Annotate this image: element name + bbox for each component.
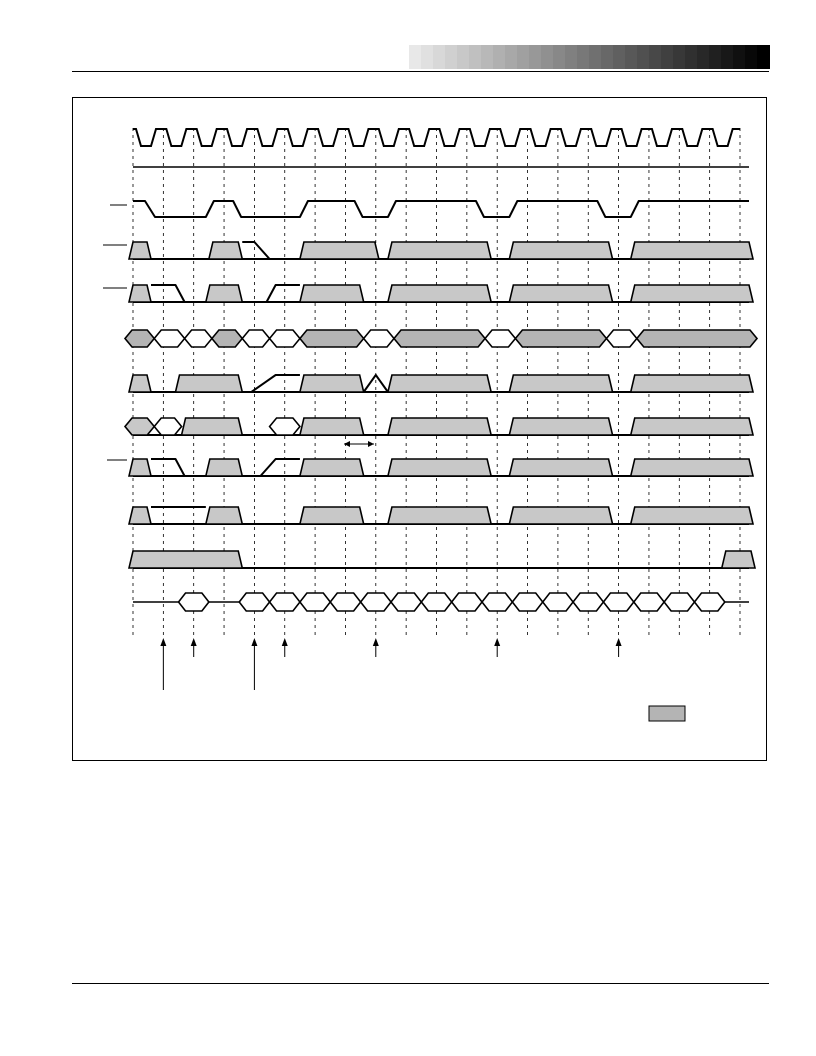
event-marker-arrowhead (282, 638, 288, 646)
signal-row-6-pulse (300, 418, 364, 435)
signal-row-6-pulse (509, 418, 612, 435)
event-marker-arrowhead (373, 638, 379, 646)
bus-cell (270, 418, 300, 435)
bus-cell (300, 593, 330, 611)
signal-row-3-edge (267, 285, 300, 302)
bus-cell (185, 330, 212, 347)
bus-cell (694, 593, 724, 611)
signal-row-6-pulse (182, 418, 243, 435)
signal-row-8-pulse (509, 507, 612, 524)
signal-row-7-pulse (388, 459, 491, 476)
signal-row-7-edge (151, 459, 185, 476)
signal-row-7-pulse (129, 459, 151, 476)
signal-row-2-pulse (300, 242, 379, 259)
bus-cell (125, 418, 154, 435)
signal-row-3-pulse (509, 285, 612, 302)
bus-cell (515, 330, 606, 347)
bus-cell (573, 593, 603, 611)
signal-row-2-pulse (129, 242, 151, 259)
event-marker-arrowhead (494, 638, 500, 646)
bus-cell (270, 593, 300, 611)
signal-row-7-pulse (300, 459, 364, 476)
bus-cell (125, 330, 154, 347)
signal-row-2-pulse (209, 242, 242, 259)
bus-cell (664, 593, 694, 611)
signal-row-5-pulse (388, 375, 491, 392)
bus-cell (485, 330, 515, 347)
signal-row-2-pulse (631, 242, 753, 259)
signal-row-5-pulse (129, 375, 151, 392)
signal-row-8-pulse (388, 507, 491, 524)
signal-row-5-pulse (509, 375, 612, 392)
event-marker-arrowhead (251, 638, 257, 646)
bus-cell (179, 593, 209, 611)
bus-cell (634, 593, 664, 611)
signal-row-5-edge (251, 375, 300, 392)
event-marker-arrowhead (160, 638, 166, 646)
signal-row-2-edge (242, 242, 269, 259)
signal-row-5-pulse (175, 375, 242, 392)
signal-row-3-pulse (206, 285, 242, 302)
signal-waveforms (103, 129, 757, 611)
bus-cell (154, 330, 184, 347)
bus-cell (603, 593, 633, 611)
signal-row-3-edge (151, 285, 185, 302)
bus-cell (242, 330, 269, 347)
signal-row-7-edge (260, 459, 299, 476)
bus-cell (421, 593, 451, 611)
bus-cell (606, 330, 636, 347)
signal-row-7-pulse (509, 459, 612, 476)
bus-cell (391, 593, 421, 611)
bus-cell (239, 593, 269, 611)
bus-cell (512, 593, 542, 611)
signal-row-9-pulse (129, 551, 242, 568)
bus-cell (330, 593, 360, 611)
signal-row-8-pulse (300, 507, 364, 524)
bus-cell (394, 330, 485, 347)
event-marker-arrowhead (616, 638, 622, 646)
signal-row-7-pulse (631, 459, 753, 476)
bus-cell (212, 330, 242, 347)
event-marker-arrowhead (191, 638, 197, 646)
signal-row-3-pulse (631, 285, 753, 302)
signal-row-3-pulse (388, 285, 491, 302)
signal-row-8-pulse (129, 507, 151, 524)
bus-cell (364, 330, 394, 347)
bus-cell (300, 330, 364, 347)
signal-row-3-pulse (300, 285, 364, 302)
signal-row-3-pulse (129, 285, 151, 302)
interval-arrowhead (344, 441, 350, 447)
bus-cell (154, 418, 181, 435)
bus-cell (543, 593, 573, 611)
bus-cell (452, 593, 482, 611)
bus-cell (637, 330, 757, 347)
event-markers (160, 638, 621, 690)
legend (649, 706, 685, 721)
bus-cell (270, 330, 300, 347)
signal-row-2-pulse (388, 242, 491, 259)
legend-swatch (649, 706, 685, 721)
bus-cell (361, 593, 391, 611)
signal-row-8-pulse (631, 507, 753, 524)
interval-arrowhead (368, 441, 374, 447)
signal-row-5-pulse (300, 375, 364, 392)
signal-row-6-pulse (388, 418, 491, 435)
signal-row-7-pulse (206, 459, 242, 476)
signal-row-6-pulse (631, 418, 753, 435)
signal-row-8-pulse (206, 507, 242, 524)
signal-row-9-pulse (722, 551, 755, 568)
signal-row-5-pulse (631, 375, 753, 392)
strobe-waveform (133, 201, 749, 217)
footer-rule (72, 983, 769, 984)
bus-cell (482, 593, 512, 611)
signal-row-2-pulse (509, 242, 612, 259)
